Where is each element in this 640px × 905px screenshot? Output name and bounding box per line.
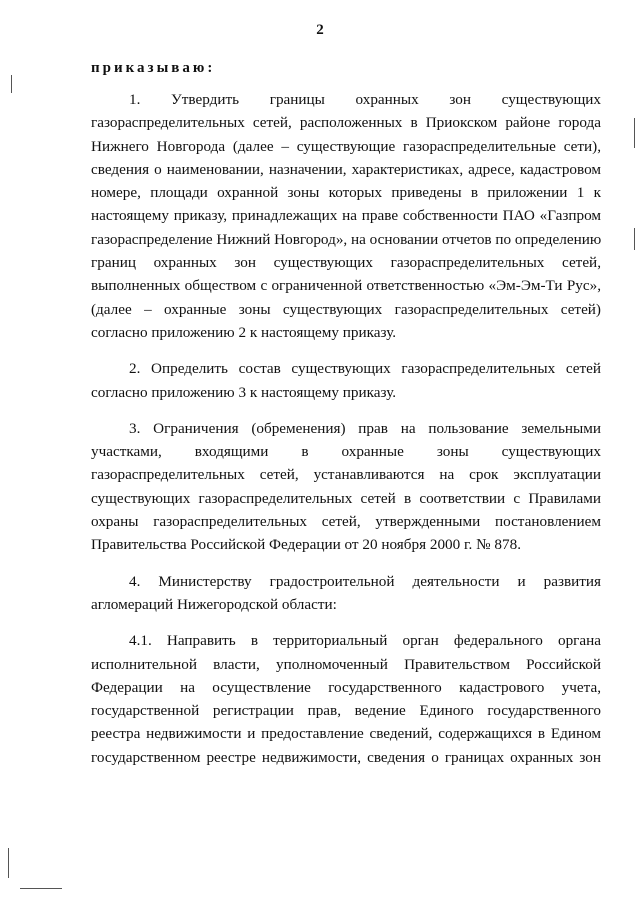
paragraph-line: агломераций Нижегородской области: xyxy=(91,595,337,613)
paragraph-line: охраны газораспределительных сетей, утвержденными постановлением xyxy=(91,513,601,531)
paragraph-1 xyxy=(91,88,601,344)
paragraph-line: 3. Ограничения (обременения) прав на пользование земельными xyxy=(129,419,601,437)
scan-mark-left xyxy=(11,75,12,93)
paragraph-3 xyxy=(91,417,601,557)
page-number: 2 xyxy=(316,22,324,38)
paragraph-line: 4.1. Направить в территориальный орган федерального органа xyxy=(129,632,601,650)
paragraph-line: границ охранных зон существующих газораспределительных сетей, xyxy=(91,254,601,272)
paragraph-line: номере, площади охранной зоны которых приведены в приложении 1 к xyxy=(91,184,601,202)
paragraph-line: (далее – охранные зоны существующих газораспределительных сетей) xyxy=(91,300,601,318)
paragraph-line: 4. Министерству градостроительной деятельности и развития xyxy=(129,572,601,590)
paragraph-line: газораспределительных сетей, устанавливаются на срок эксплуатации xyxy=(91,466,601,484)
paragraph-line: реестра недвижимости и предоставление сведений, содержащихся в Едином xyxy=(91,725,601,743)
paragraph-line: сведения о наименовании, назначении, характеристиках, адресе, кадастровом xyxy=(91,160,601,178)
scan-mark-right-mid xyxy=(634,228,635,250)
paragraph-line: государственной регистрации прав, ведение Единого государственного xyxy=(91,702,601,720)
paragraph-line: существующих газораспределительных сетей в соответствии с Правилами xyxy=(91,489,601,507)
paragraph-line: настоящему приказу, принадлежащих на праве собственности ПАО «Газпром xyxy=(91,207,601,225)
paragraph-5 xyxy=(91,629,601,769)
paragraph-line: согласно приложению 3 к настоящему приказу. xyxy=(91,383,397,401)
paragraph-4 xyxy=(91,570,601,617)
paragraph-line: Федерации на осуществление государственного кадастрового учета, xyxy=(91,678,601,696)
order-heading: приказываю: xyxy=(91,60,216,76)
document-body xyxy=(91,88,601,782)
paragraph-line: газораспределение Нижний Новгород», на основании отчетов по определению xyxy=(91,230,602,248)
paragraph-2 xyxy=(91,357,601,404)
paragraph-line: выполненных обществом с ограниченной ответственностью «Эм-Эм-Ти Рус», xyxy=(91,277,601,295)
scan-mark-right-top xyxy=(634,118,635,148)
paragraph-line: государственном реестре недвижимости, сведения о границах охранных зон xyxy=(91,748,601,766)
paragraph-line: участками, входящими в охранные зоны существующих xyxy=(91,443,601,461)
paragraph-line: Правительства Российской Федерации от 20 ноября 2000 г. № 878. xyxy=(91,536,522,554)
scan-mark-left-bottom xyxy=(8,848,9,878)
paragraph-line: 2. Определить состав существующих газораспределительных сетей xyxy=(129,360,601,378)
scan-line-bottom xyxy=(20,888,62,889)
paragraph-line: согласно приложению 2 к настоящему приказу. xyxy=(91,323,397,341)
paragraph-line: исполнительной власти, уполномоченный Правительством Российской xyxy=(91,655,601,673)
paragraph-line: Нижнего Новгорода (далее – существующие газораспределительные сети), xyxy=(91,137,601,155)
paragraph-line: 1. Утвердить границы охранных зон существующих xyxy=(129,91,601,108)
paragraph-line: газораспределительных сетей, расположенных в Приокском районе города xyxy=(91,114,601,132)
